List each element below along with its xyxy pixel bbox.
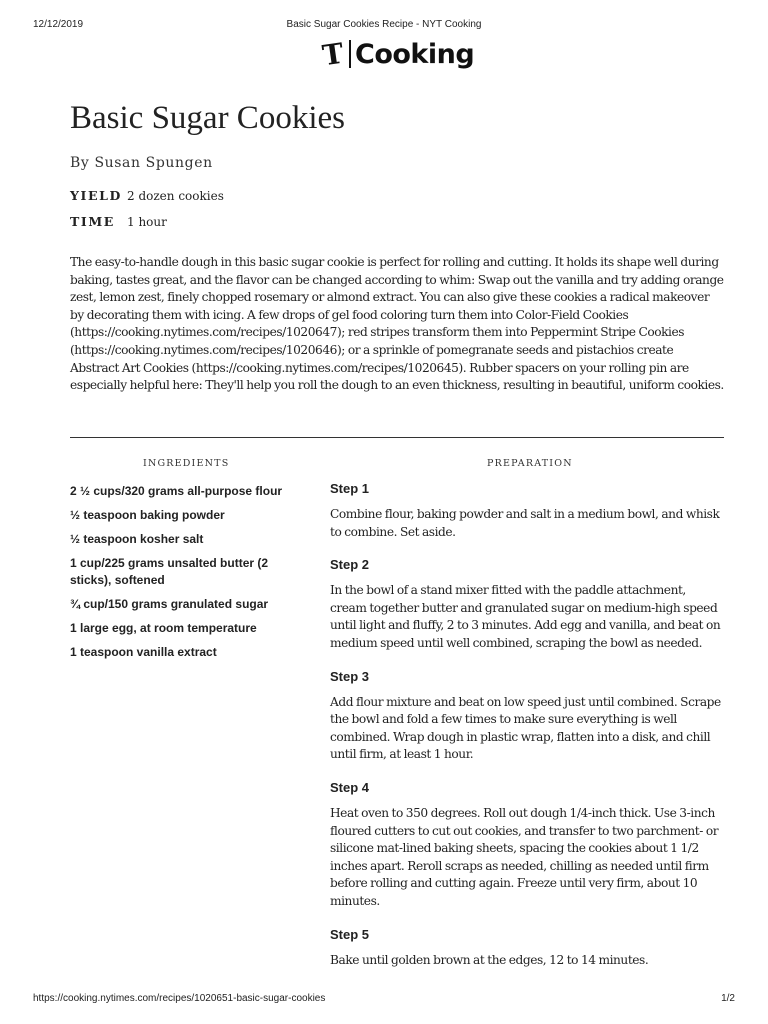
logo-wordmark: Cooking xyxy=(355,38,475,70)
print-date: 12/12/2019 xyxy=(33,19,84,30)
print-doc-title: Basic Sugar Cookies Recipe - NYT Cooking xyxy=(286,19,482,30)
ingredient-item: 1 cup/225 grams unsalted butter (2 sticks), softened xyxy=(70,556,269,587)
print-url[interactable]: https://cooking.nytimes.com/recipes/1020651-basic-sugar-cookies xyxy=(33,993,326,1004)
recipe-time xyxy=(70,214,167,229)
logo-divider xyxy=(349,40,351,68)
step-text: In the bowl of a stand mixer fitted with the paddle attachment, cream together butter and granulated sugar on medium-high speed until light and fluffy, 2 to 3 minutes. Add egg and vanilla, and beat on medium speed until well combined, scraping the bowl as needed. xyxy=(330,583,721,650)
preparation-heading: PREPARATION xyxy=(487,458,573,469)
step-3 xyxy=(330,669,725,764)
ingredient-item: ½ teaspoon baking powder xyxy=(70,508,225,522)
page-number: 1/2 xyxy=(721,993,735,1004)
ingredients-list xyxy=(70,483,300,668)
section-divider xyxy=(70,437,724,438)
step-label: Step 3 xyxy=(330,668,370,684)
recipe-title: Basic Sugar Cookies xyxy=(70,100,345,136)
step-text: Bake until golden brown at the edges, 12 to 14 minutes. xyxy=(330,952,649,967)
nyt-t-logo-icon: T xyxy=(320,36,346,72)
step-label: Step 2 xyxy=(330,557,370,573)
time-value: 1 hour xyxy=(127,215,167,229)
ingredient-item: ¾ cup/150 grams granulated sugar xyxy=(70,596,269,611)
preparation-steps xyxy=(330,481,725,985)
ingredients-heading: INGREDIENTS xyxy=(143,458,230,469)
step-text: Add flour mixture and beat on low speed just until combined. Scrape the bowl and fold a few times to make sure everything is well combined. Wrap dough in plastic wrap, flatten into a disk, and chill until firm, at least 1 hour. xyxy=(330,694,721,762)
yield-value: 2 dozen cookies xyxy=(127,189,224,203)
recipe-yield xyxy=(70,188,224,203)
ingredient-item: 1 large egg, at room temperature xyxy=(70,620,257,635)
step-2 xyxy=(330,557,725,652)
ingredient-item: ½ teaspoon kosher salt xyxy=(70,532,204,546)
step-text: Combine flour, baking powder and salt in a medium bowl, and whisk to combine. Set aside. xyxy=(330,507,720,539)
time-label: TIME xyxy=(70,214,115,229)
step-5 xyxy=(330,927,725,970)
recipe-description: The easy-to-handle dough in this basic sugar cookie is perfect for rolling and cutting. It holds its shape well during baking, tastes great, and the flavor can be changed according to whim: Swap out the vanilla and try adding orange zest, lemon zest, finely chopped rosemary or almond extract. You can also give these cookies a radical makeover by decorating them with icing. A few drops of gel food coloring turn them into Color-Field Cookies (https://cooking.nytimes.com/recipes/1020647); red stripes transform them into Peppermint Stripe Cookies (https://cooking.nytimes.com/recipes/1020646); or a sprinkle of pomegranate seeds and pistachios create Abstract Art Cookies (https://cooking.nytimes.com/recipes/1020645). Rubber spacers on your rolling pin are especially helpful here: They'll help you roll the dough to an even thickness, resulting in beautiful, uniform cookies. xyxy=(70,255,724,393)
step-1 xyxy=(330,481,725,541)
ingredient-item: 2 ½ cups/320 grams all-purpose flour xyxy=(70,484,283,498)
step-text: Heat oven to 350 degrees. Roll out dough 1/4-inch thick. Use 3-inch floured cutters to cut out cookies, and transfer to two parchment- or silicone mat-lined baking sheets, spacing the cookies about 1 1/2 inches apart. Reroll scraps as needed, chilling as needed until firm before rolling and cutting again. Freeze until very firm, about 10 minutes. xyxy=(330,805,719,908)
yield-label: YIELD xyxy=(70,188,122,203)
step-label: Step 5 xyxy=(330,926,370,942)
step-4 xyxy=(330,780,725,911)
recipe-byline[interactable]: By Susan Spungen xyxy=(70,155,213,171)
ingredient-item: 1 teaspoon vanilla extract xyxy=(70,644,217,659)
nyt-cooking-logo[interactable] xyxy=(322,34,474,74)
step-label: Step 4 xyxy=(330,779,370,795)
step-label: Step 1 xyxy=(330,481,370,496)
